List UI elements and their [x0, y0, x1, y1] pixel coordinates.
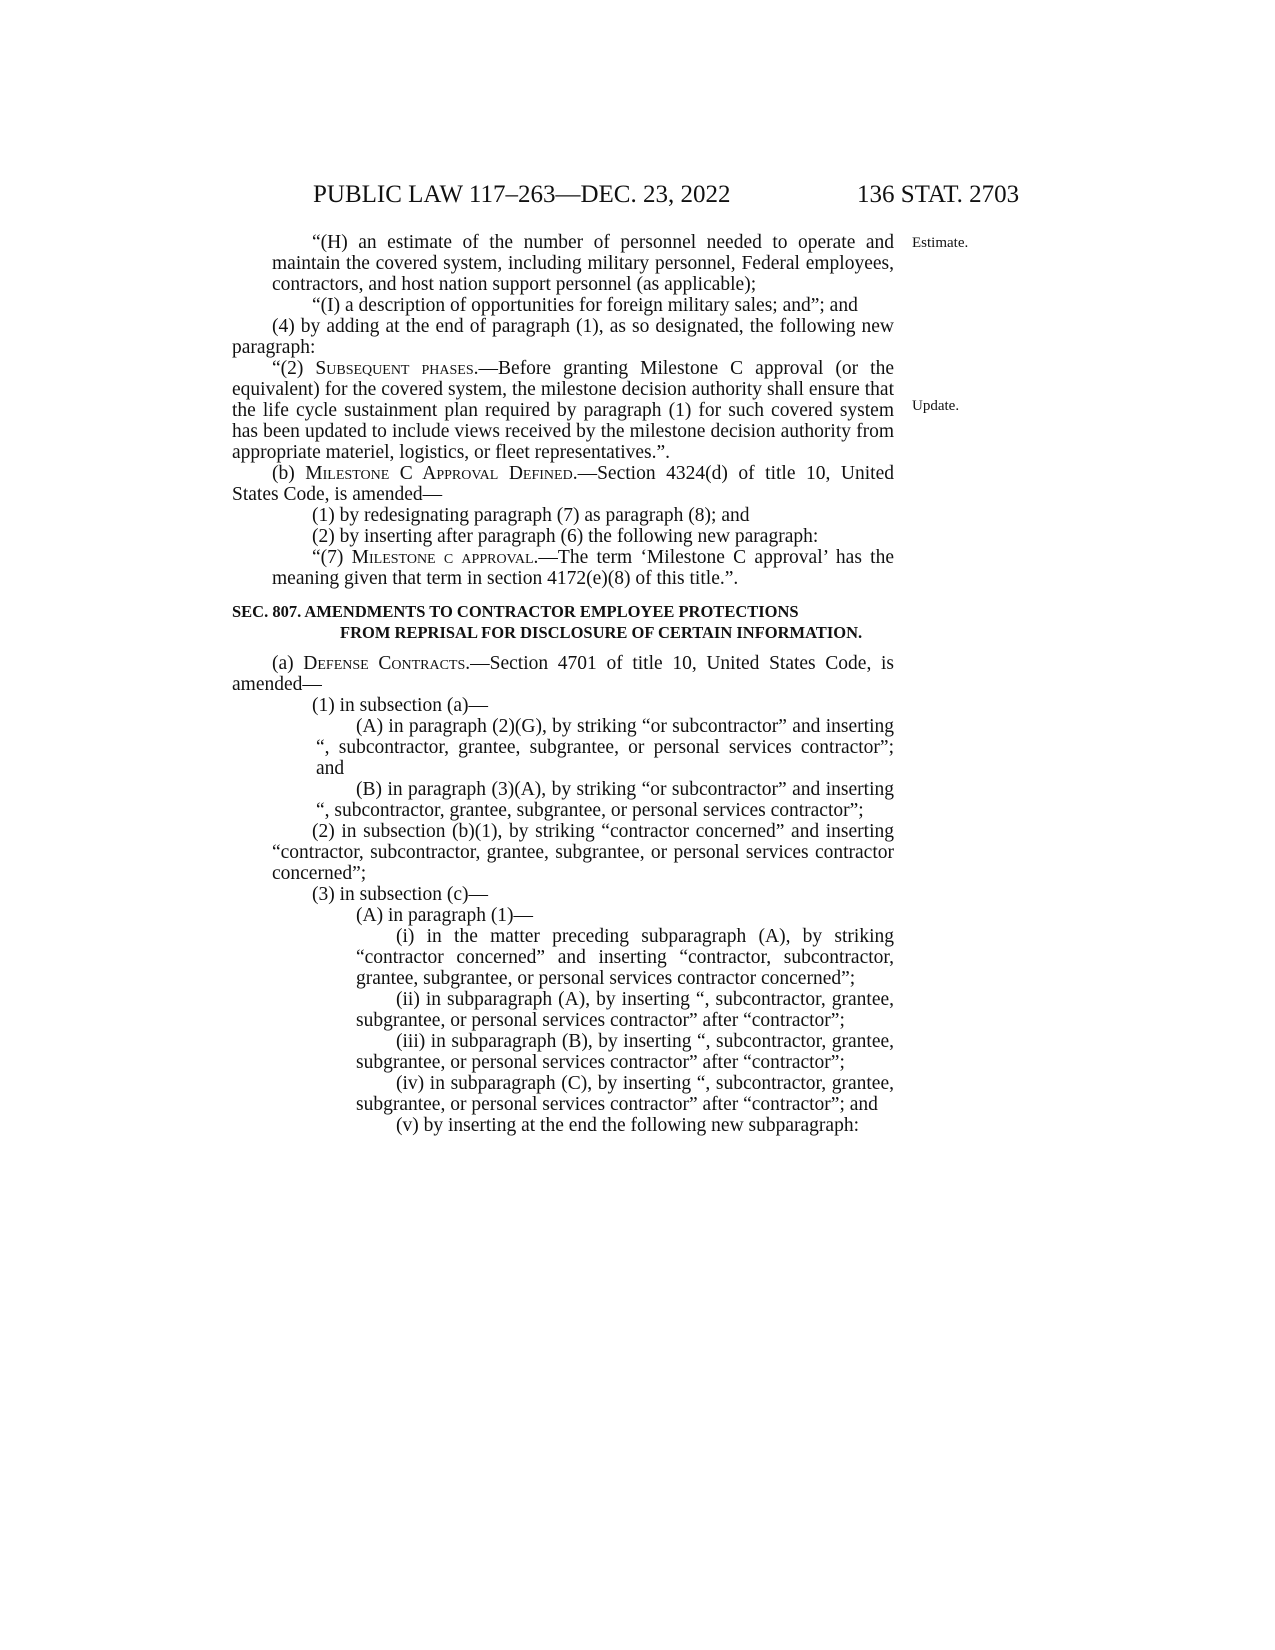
- paragraph-a3: (3) in subsection (c)—: [312, 884, 488, 905]
- subsection-a: [232, 653, 894, 695]
- clause-v: (v) by inserting at the end the following new subparagraph:: [396, 1115, 860, 1136]
- section-heading-line: SEC. 807. AMENDMENTS TO CONTRACTOR EMPLOYEE PROTECTIONS: [232, 602, 799, 621]
- page-stat-number: 136 STAT. 2703: [857, 181, 1020, 208]
- clause-i: (i) in the matter preceding subparagraph (A), by striking “contractor concerned” and inserting “contractor, subcontractor, grantee, subgrantee, or personal services contractor concerned”;: [356, 926, 894, 989]
- paragraph-subsequent-phases: [232, 358, 894, 463]
- subsection-heading: Milestone C Approval Defined: [305, 463, 573, 484]
- para-text: .—Section 4701 of title 10, United States Code, is amended—: [232, 653, 894, 695]
- paragraph-milestone-c-approval: [232, 547, 894, 589]
- para-number: “(7): [312, 547, 352, 568]
- section-heading: [232, 601, 894, 643]
- paragraph-a1: (1) in subsection (a)—: [312, 695, 488, 716]
- section-heading-continuation: FROM REPRISAL FOR DISCLOSURE OF CERTAIN INFORMATION.: [340, 623, 863, 642]
- para-number: (b): [272, 463, 306, 484]
- margin-note-update: Update.: [912, 398, 960, 414]
- subparagraph-a1-A: (A) in paragraph (2)(G), by striking “or subcontractor” and inserting “, subcontractor, grantee, subgrantee, or personal services contractor”; and: [316, 716, 894, 779]
- body-text: [232, 232, 894, 1136]
- subsection-b: [232, 463, 894, 505]
- paragraph-h: “(H) an estimate of the number of personnel needed to operate and maintain the covered system, including military personnel, Federal employees, contractors, and host nation support personnel (as applicable);: [272, 232, 894, 295]
- subsection-heading: Defense Contracts: [303, 653, 466, 674]
- para-number: (a): [272, 653, 304, 674]
- clause-iii: (iii) in subparagraph (B), by inserting “, subcontractor, grantee, subgrantee, or personal services contractor” after “contractor”;: [356, 1031, 894, 1073]
- paragraph-heading: Milestone c approval: [351, 547, 534, 568]
- paragraph-i: “(I) a description of opportunities for foreign military sales; and”; and: [312, 295, 858, 316]
- paragraph-heading: Subsequent phases: [315, 358, 474, 379]
- subparagraph-a1-B: (B) in paragraph (3)(A), by striking “or subcontractor” and inserting “, subcontractor, grantee, subgrantee, or personal services contractor”;: [316, 779, 894, 821]
- para-text: .—The term ‘Milestone C approval’ has the meaning given that term in section 4172(e)(8) of this title.”.: [272, 547, 894, 589]
- para-text: .—Section 4324(d) of title 10, United States Code, is amended—: [232, 463, 894, 505]
- running-header-title: PUBLIC LAW 117–263—DEC. 23, 2022: [313, 181, 731, 208]
- para-text: .—Before granting Milestone C approval (or the equivalent) for the covered system, the milestone decision authority shall ensure that the life cycle sustainment plan required by paragraph (1) for such covered system has been updated to include views received by the milestone decision authority from appropriate materiel, logistics, or fleet representatives.”.: [232, 358, 894, 463]
- subparagraph-a3-A: (A) in paragraph (1)—: [356, 905, 534, 926]
- paragraph-b1: (1) by redesignating paragraph (7) as paragraph (8); and: [312, 505, 750, 526]
- clause-ii: (ii) in subparagraph (A), by inserting “, subcontractor, grantee, subgrantee, or personal services contractor” after “contractor”;: [356, 989, 894, 1031]
- paragraph-a2: (2) in subsection (b)(1), by striking “contractor concerned” and inserting “contractor, subcontractor, grantee, subgrantee, or personal services contractor concerned”;: [272, 821, 894, 884]
- paragraph-b2: (2) by inserting after paragraph (6) the following new paragraph:: [312, 526, 819, 547]
- clause-iv: (iv) in subparagraph (C), by inserting “, subcontractor, grantee, subgrantee, or personal services contractor” after “contractor”; and: [356, 1073, 894, 1115]
- para-number: “(2): [272, 358, 316, 379]
- margin-note-estimate: Estimate.: [912, 235, 969, 251]
- paragraph-4: (4) by adding at the end of paragraph (1), as so designated, the following new paragraph:: [232, 316, 894, 358]
